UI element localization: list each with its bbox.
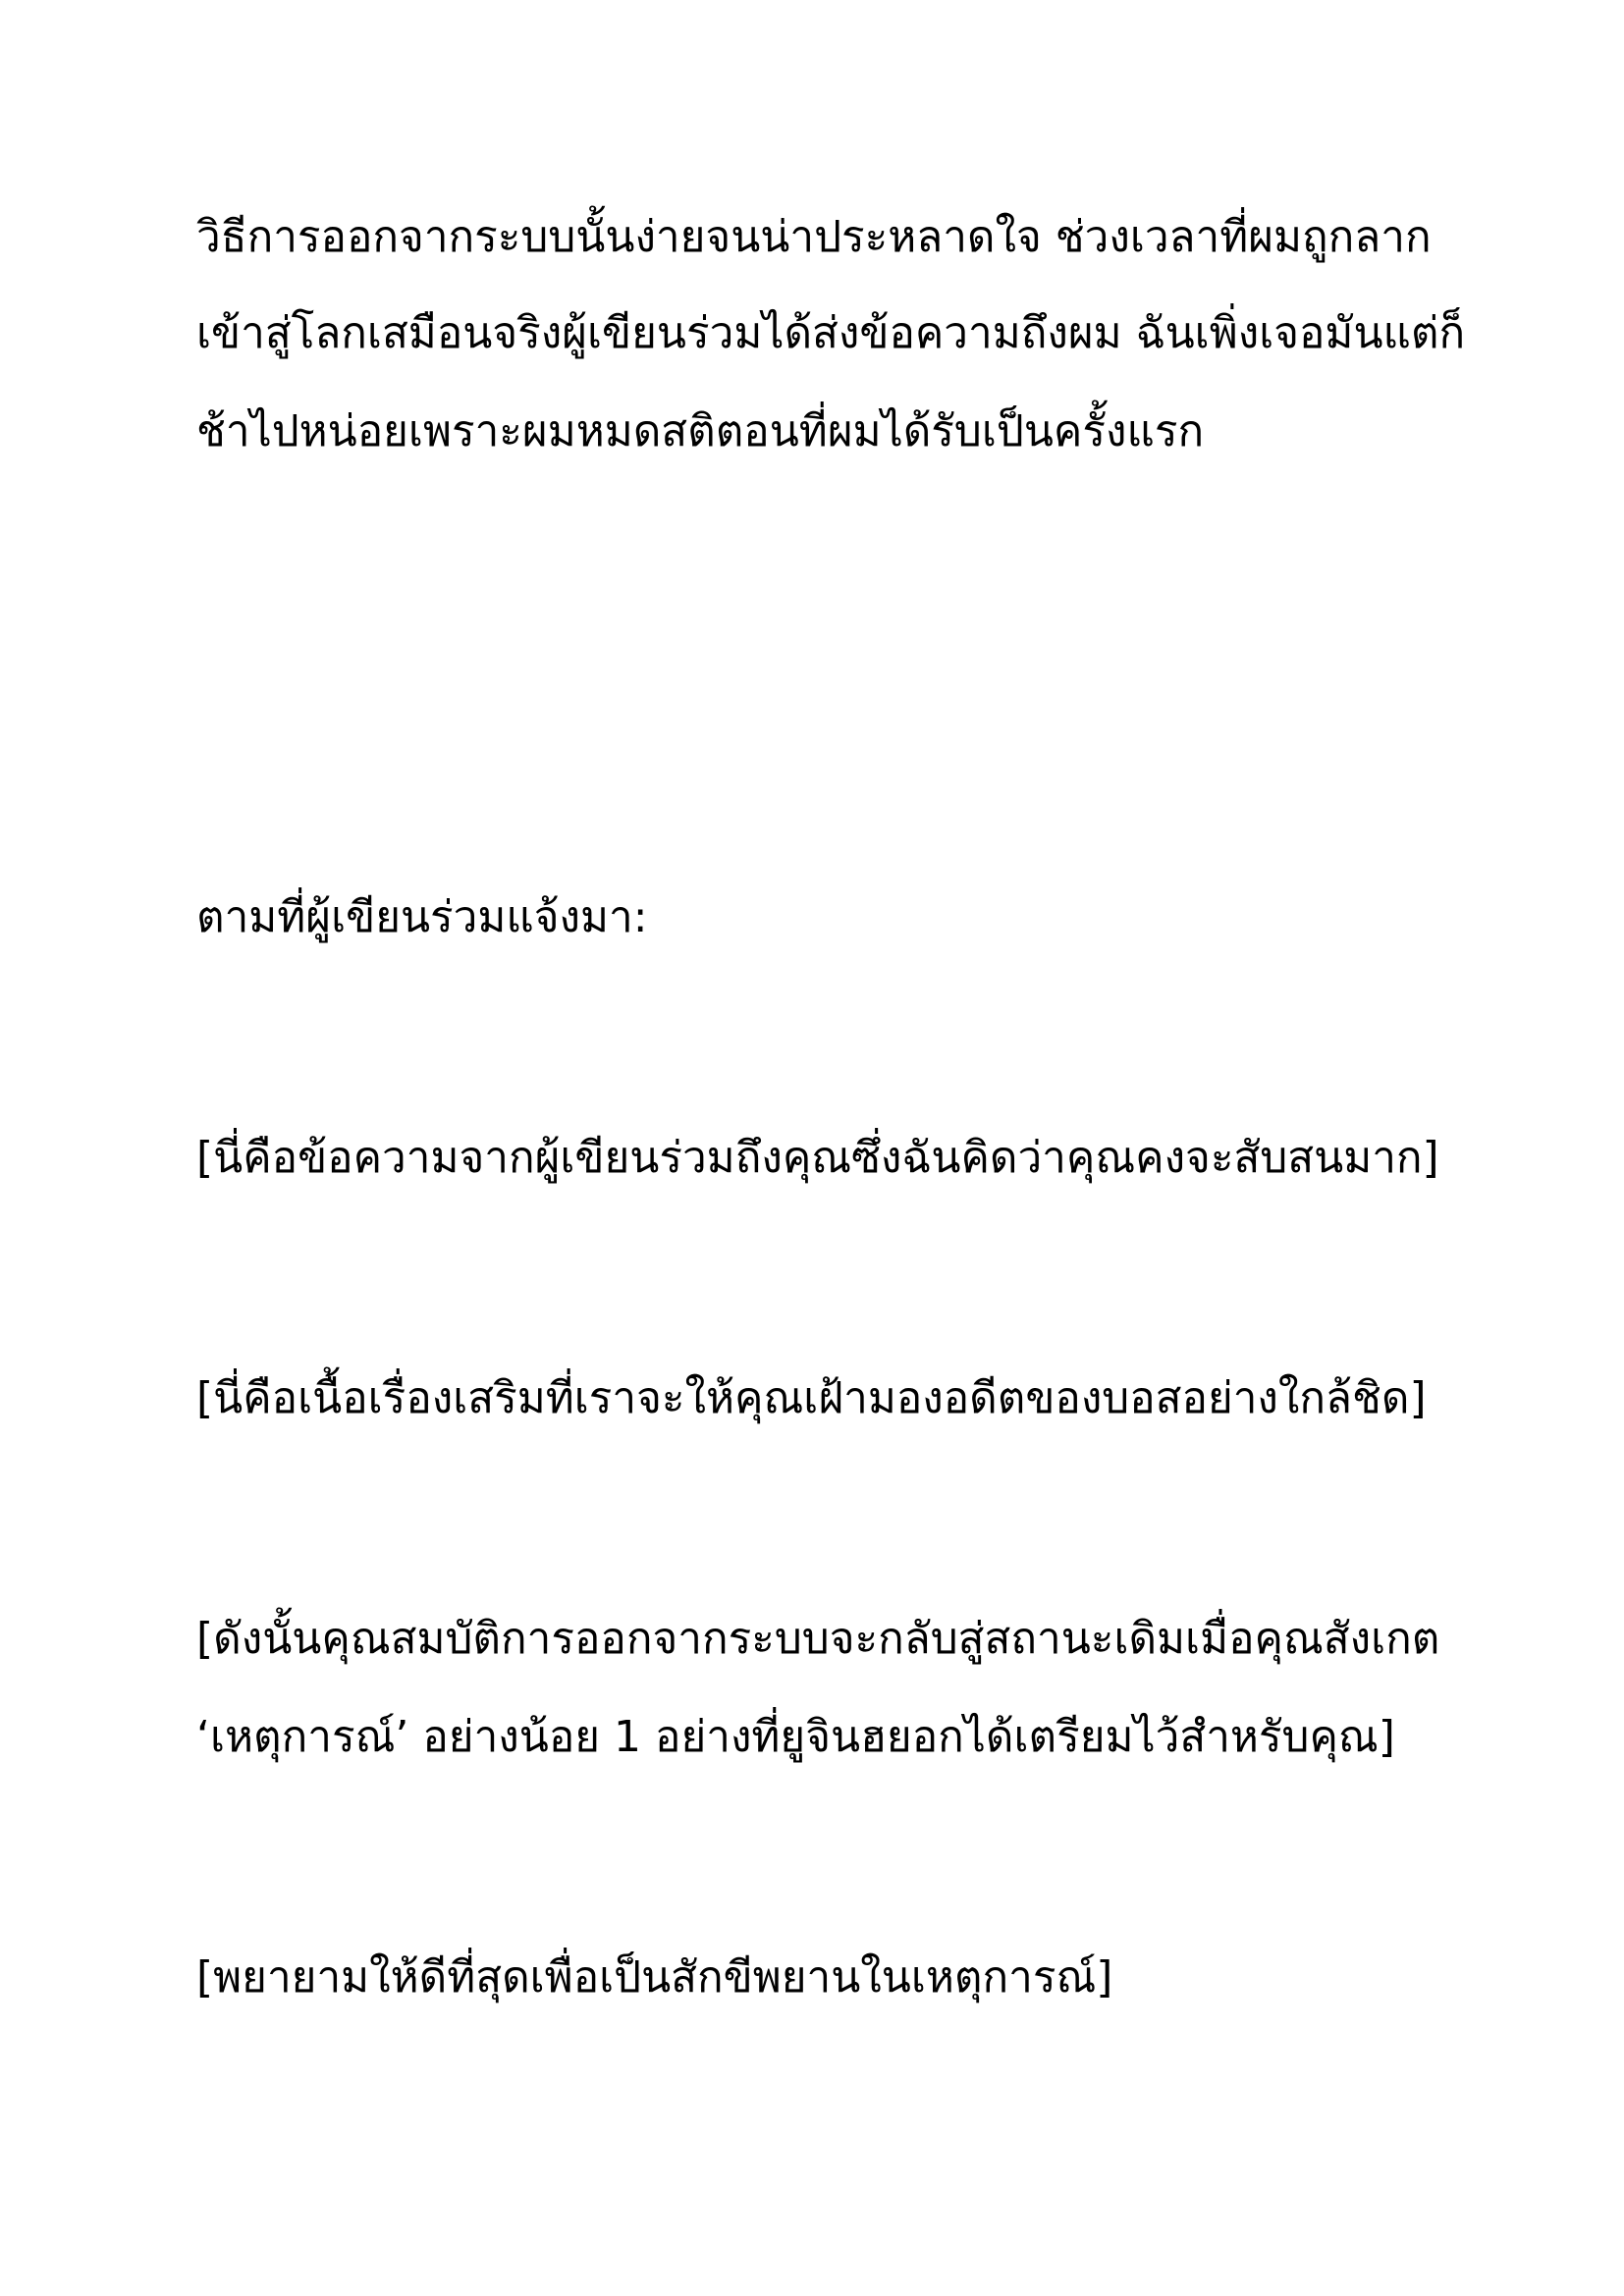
paragraph-1-line-1: วิธีการออกจากระบบนั้นง่ายจนน่าประหลาดใจ ช่วงเวลาที่ผมถูกลาก — [196, 212, 1432, 262]
system-message-4: [พยายามให้ดีที่สุดเพื่อเป็นสักขีพยานในเหตุการณ์] — [196, 1952, 1113, 2002]
intro-line: ตามที่ผู้เขียนร่วมแจ้งมา: — [196, 892, 648, 942]
paragraph-1-line-3: ช้าไปหน่อยเพราะผมหมดสติตอนที่ผมได้รับเป็นครั้งแรก — [196, 406, 1205, 456]
paragraph-1-line-2: เข้าสู่โลกเสมือนจริงผู้เขียนร่วมได้ส่งข้อความถึงผม ฉันเพิ่งเจอมันแต่ก็ — [196, 308, 1466, 358]
system-message-1: [นี่คือข้อความจากผู้เขียนร่วมถึงคุณซึ่งฉันคิดว่าคุณคงจะสับสนมาก] — [196, 1133, 1439, 1183]
system-message-3-line-1: [ดังนั้นคุณสมบัติการออกจากระบบจะกลับสู่สถานะเดิมเมื่อคุณสังเกต — [196, 1614, 1440, 1664]
system-message-2: [นี่คือเนื้อเรื่องเสริมที่เราจะให้คุณเฝ้ามองอดีตของบอสอย่างใกล้ชิด] — [196, 1373, 1427, 1423]
system-message-3-line-2: ‘เหตุการณ์’ อย่างน้อย 1 อย่างที่ยูจินฮยอกได้เตรียมไว้สำหรับคุณ] — [196, 1712, 1395, 1762]
